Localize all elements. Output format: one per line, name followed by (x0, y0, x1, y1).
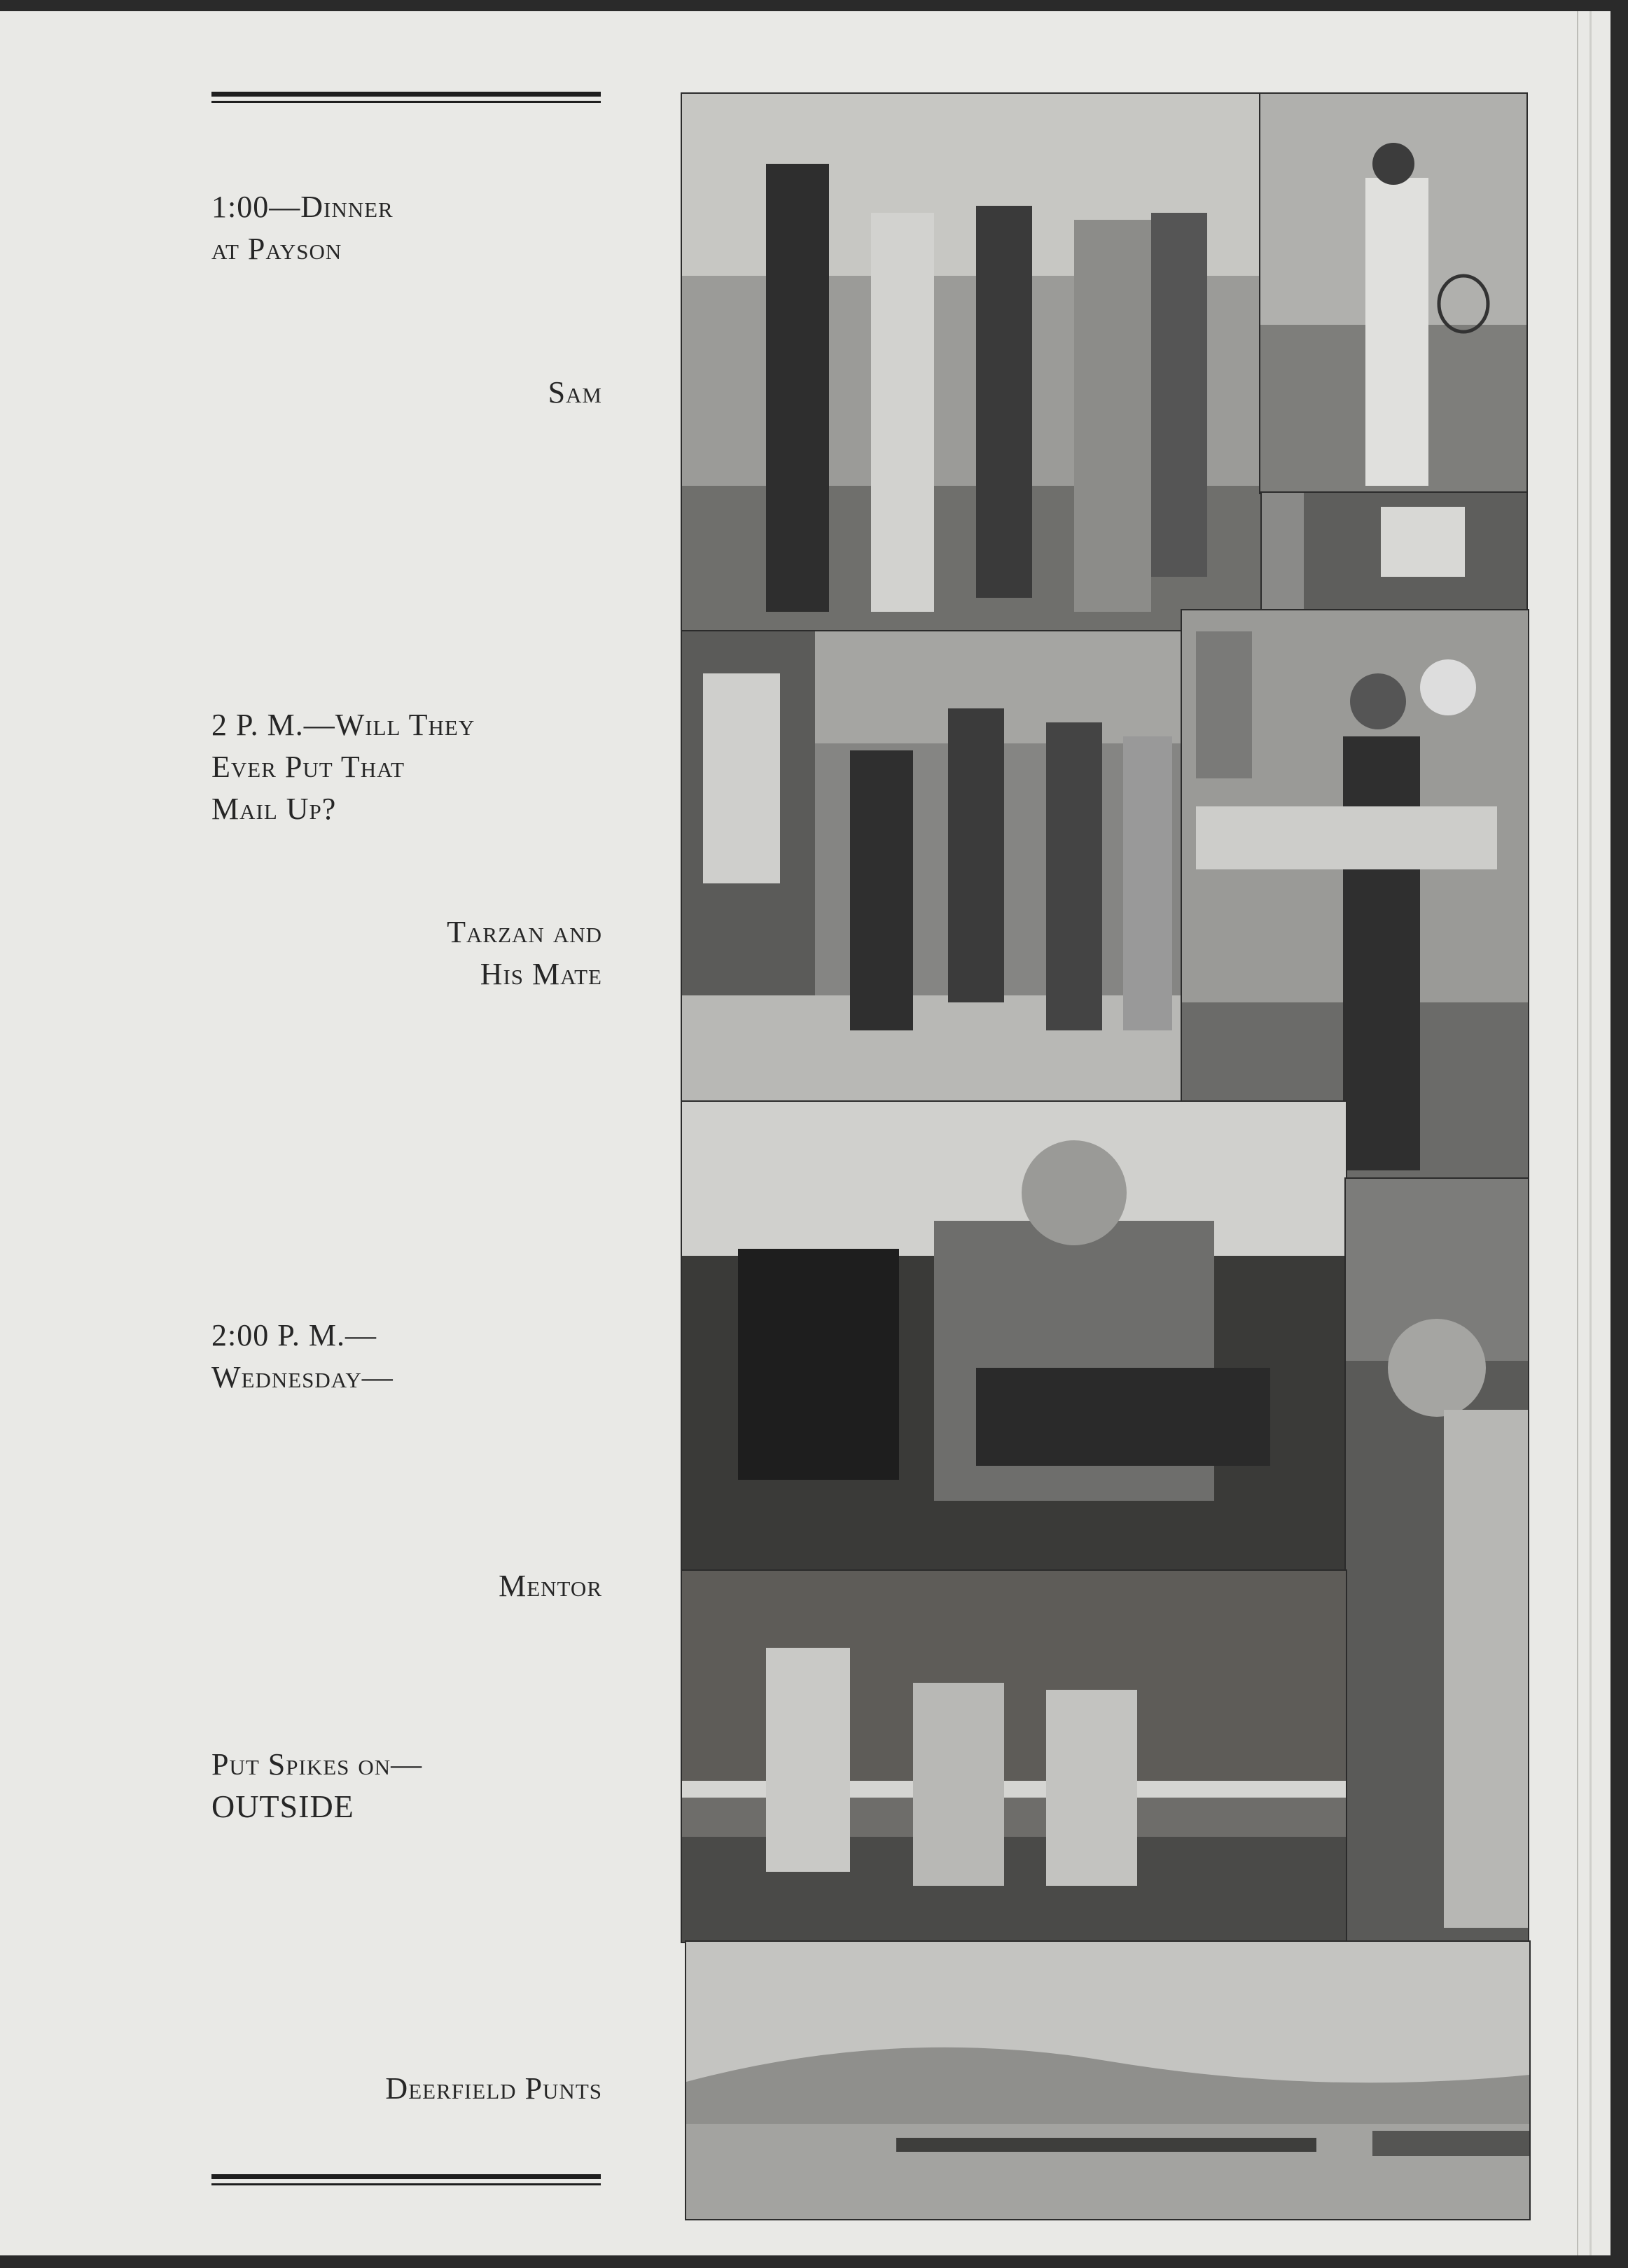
caption-line: Sam (548, 375, 602, 410)
caption-line: at Payson (211, 232, 342, 266)
photo-group-outside-house (681, 92, 1262, 633)
caption-line: Mentor (499, 1569, 602, 1603)
caption-line: Ever Put That (211, 750, 405, 784)
caption-line: 2 P. M.—Will They (211, 708, 475, 742)
photo-coach-standing (1344, 1177, 1529, 1943)
top-rule (211, 92, 601, 103)
caption-line: OUTSIDE (211, 1788, 354, 1824)
photo-brick-window (1260, 491, 1528, 612)
page-edge-line (1589, 11, 1592, 2255)
caption-deerfield (385, 2068, 602, 2110)
photo-tennis-player (1259, 92, 1528, 494)
caption-tarzan (447, 911, 602, 995)
caption-spikes (211, 1744, 422, 1828)
caption-line: Wednesday— (211, 1360, 394, 1394)
caption-dinner (211, 186, 394, 270)
photo-tarzan-carry (1181, 609, 1529, 1180)
caption-line: Mail Up? (211, 792, 337, 826)
caption-wednesday (211, 1315, 394, 1399)
caption-line: Put Spikes on— (211, 1747, 423, 1782)
caption-line: Tarzan and (447, 915, 602, 949)
caption-line: 1:00—Dinner (211, 190, 394, 224)
page-edge-line (1577, 11, 1578, 2255)
caption-line: 2:00 P. M.— (211, 1318, 377, 1352)
caption-mail (211, 704, 475, 830)
caption-sam (548, 372, 602, 414)
photo-students-at-desk (681, 1100, 1347, 1572)
yearbook-page (0, 11, 1610, 2255)
photo-group-on-steps (681, 630, 1188, 1103)
caption-line: Deerfield Punts (385, 2071, 602, 2106)
photo-players-on-bench (681, 1569, 1347, 1943)
photo-football-field (685, 1940, 1531, 2220)
caption-line: His Mate (480, 957, 602, 991)
bottom-rule (211, 2174, 601, 2185)
caption-mentor (499, 1565, 602, 1607)
